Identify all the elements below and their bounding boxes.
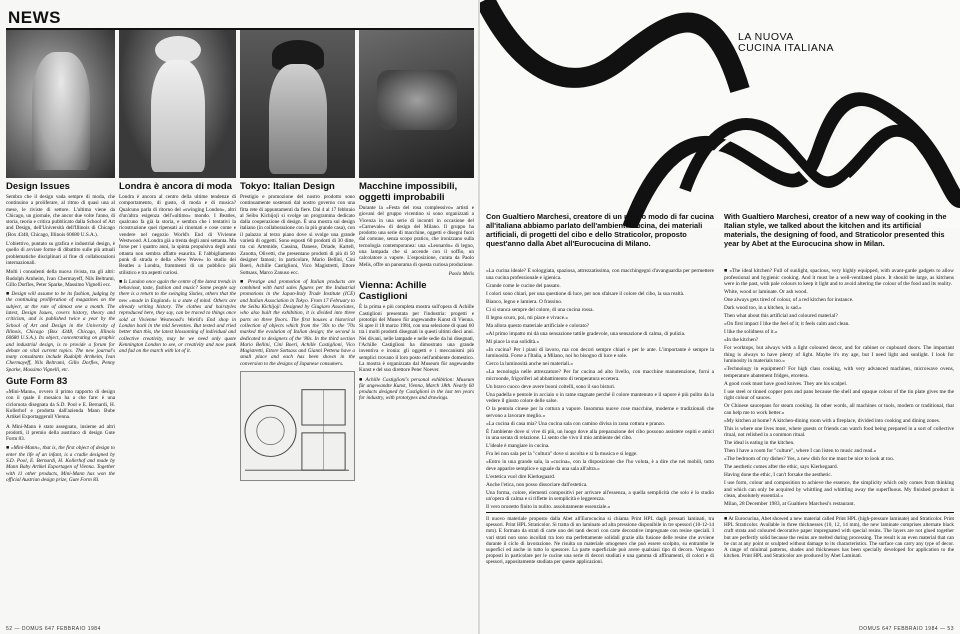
londra-body-it: Londra è ancora al centro della ultime tendenze di comportamento, di gusto, di moda e di musica? Qualcuno parla di ritorno del «swinging London», altri d'un'altra esigenza dell'«ultimo» mondo. I Beatles, qualcuno fa già la storia, e sembra che i tentativi la ricostruzione quei ripensati ai rinomati e cose come e vendere nel negozio World's End di Vivienne Westwood. A Londra già a trenta degli anni settanta. Ma forse per i quattro anni, la spinta propulsiva degli anni ottanta non sembra affatto esaurita. E l'abbigliamento punk di strada e della «New Wave» lo studio dei Beatles a Londra, frammenti di un pubblico più stilistico e tra aspetti curiosi. xyxy=(119,194,236,276)
interview-italian xyxy=(486,268,714,508)
product-note-en-text: ■ At Eurocucina, Abet showed a new material called Print HPL (high-pressure laminate) and Straticolor. Print HPL Straticolor. Available in three thicknesses (10, 12, 14 mm), the new laminate comprises alternate black craft strata and coloured decorative paper impregnated with special resins. The layers are not glued together but are perfectly solid because the resins are melted during processing. The result is an even material that can be cut at any point or sculpted without damage to its characteristics. The surface can carry any type of decor. A range of minimal patterns, shades and thicknesses has been specially developed for application to the kitchen. Print HPL and Straticolor are produced by Abet Laminati. xyxy=(724,516,954,560)
photo-machines xyxy=(359,30,474,178)
interview-en-paragraph: Dark wood too, in a kitchen, is sad.» xyxy=(724,305,802,311)
interview-en-paragraph: «On first impact I like the feel of it; it feels calm and clean. xyxy=(724,321,850,327)
design-issues-body-it-1: Sembra che il design vada sempre di moda, che continuino a proliferare, al ritmo di quasi una al mese, le riviste di settore. L'ultima viene da Chicago, un giornale, che ancor due volte l'anno, di storia, teoria e critica pubblicato dalla School of Art and Design, dell'Università dell'Illinois di Chicago (Box 4348, Chicago, Illinois 60680 U.S.A.). xyxy=(6,194,115,238)
interview-it-paragraph: «La cucina ideale? È sologgiata, spaziosa, attrezzatissima, con macchingegni d'avanguardia per permettere una cucina professionale e igienica. xyxy=(486,268,714,281)
design-issues-body-en: ■ Design will assume to be its fashion, judging by the continuing proliferation of magazines on the subject, at the rate of almost one a month. The latest, Design Issues, covers history, theory and criticism, and is published twice a year by the School of Art and Design in the University of Illinois, Chicago (Box 4348, Chicago, Illinois 60680 U.S.A.). Its object, concentrating on graphic and industrial design, is to provide a forum for debate on vital current topics. The new journal's many consultants include Rudolph Arnheim, Ivan Chermayeff, Nils Beltrami, Gillo Dorfles, Penny Sparke, Massimo Vignelli, etc. xyxy=(6,291,115,373)
news-header xyxy=(6,2,474,30)
interview-en-paragraph: «My kitchen at home? A kitchen-dining room with a fireplace, divided into cooking and dining zones. xyxy=(724,417,941,424)
model-figure-2 xyxy=(269,64,327,174)
zigzag-tube-graphic xyxy=(480,0,960,228)
gute-form-body-it-1: «Mini-Mann», ovvero il primo rapporto di design con il quale il mosaico ha a che fare: è una cicloruota disegnata da S.D. Pool e E. Bernardi, H. Kollerhof e prodotta dall'azienda Mann Bube Artikel Exportaggerull Vienna. xyxy=(6,389,115,421)
interview-it-paragraph: Mi piace la sua solidità.» xyxy=(486,338,540,345)
interview-en-paragraph: I use form, colour and composition to achieve the essence, the simplicity which only comes from thinking and which can only be acquired by whittling and whittling away the superfluous. My finished product is clean, absolutely essential.» xyxy=(724,480,954,499)
product-note-it-text: Il nuovo materiale proposto dalla Abet all'Eurocucina si chiama Print HPL dagli pressati laminati, tra spessori. Print HPL Straticolor. Si tratta di un laminato ad alta pressione disponibile in tre spessori (10-12-14 mm). E formato da strati di carte uno dei tanti decori con carte decorative impregnate con resine speciali. I vari strati non sono incollati tra loro ma perfettamente solidali grazie alla fusione delle resine che avviene durante il ciclo di lavorazione. Ne risulta un materiale omogeneo che può essere scolpito, su entrambe le superfici ed anche in tutto lo spessore. La parte superficiale può avere qualsiasi tipo di decoro. Vengono proposti in particolare per le cucine una serie di decori studiati e una gamma di affinamenti, di colori e di spessori, appositamente studiata per queste applicazioni. xyxy=(486,516,714,566)
interview-it-paragraph: I colori sono chiari, per una questione di luce, per non sfalsare il colore del cibo, la sua realtà. xyxy=(486,290,685,297)
interview-it-paragraph: Ma allora questo materiale artificiale e colorato? xyxy=(486,322,589,329)
interview-it-paragraph: L'estetica vuol dire Kierkegaard. xyxy=(486,473,556,480)
intro-english: With Gualtiero Marchesi, creator of a new way of cooking in the Italian style, we talked about the kitchen and its artificial materials, the designing of food, and Straticolor presented this year by Abet at the Eurocucina show in Milan. xyxy=(724,212,947,248)
interview-en-paragraph: For worktops, but always with a light coloured decor, and for cabinet or cupboard doors. The important thing is always to have plenty of light. Maybe it's my age, but I need light and sunlight. I look for luminosity in materials too.» xyxy=(724,345,954,364)
tokyo-body-en: ■ Prestige and promotion of Italian products are combined with hard sales figures per the Industrial promotions in the Japan-Italy Trade Institute (ICE) and Italian Association in Tokyo. From 17 February to the Seibu Kichijoji: Designed by Giugiaro Associates, who also built the exhibition, it is divided into three parts on three floors. The first houses a historical collection of objects which from the '30s to the '70s marked the evolution of Italian design; the second is dedicated to designers of the '80s. In the third section Mario Bellini, Cini Boeri, Achille Castiglioni, Vico Magistretti, Ettore Sottsass and Gianni Pettena have a small place and each has been shown in the conversion to the designs of Japanese consumers. xyxy=(240,278,355,367)
londra-title: Londra è ancora di moda xyxy=(119,181,232,192)
interview-en-paragraph: «Technology in equipment? For high class cooking, with very advanced machines, microwave ovens, temperature abatement fridges, etcetera. xyxy=(724,366,954,379)
interview-en-paragraph: One always gets tired of colour, of a red kitchen for instance. xyxy=(724,297,854,303)
interview-it-paragraph: Fra lei non sala per la "cultura" dove si ascolta e si fa musica e si legge. xyxy=(486,451,638,457)
interview-it-paragraph: Cerco la luminosità anche nei materiali.» xyxy=(486,361,574,367)
interview-en-paragraph: Or Chinese saucepans for steam cooking. In other words, all machines or tools, modern or traditional, that can help me to work better.» xyxy=(724,403,954,416)
vienna-body-en: ■ Achille Castiglioni's personal exhibition: Museum für angewandte Kunst, Vienna, March 18th. Nearly 60 products designed by Castiglioni in the last ten years for industry, with prototypes and drawings. xyxy=(359,376,474,402)
column-londra xyxy=(119,30,236,624)
model-figure xyxy=(151,60,205,172)
interview-en-paragraph: This is where one lives most, where guests or friends can watch food being prepared in a sort of collective ritual, not relished in a common ritual. xyxy=(724,425,954,438)
ad-title-line-2: CUCINA ITALIANA xyxy=(738,42,834,54)
interview-it-paragraph: Il legno scuro, poi, mi piace e vivace.» xyxy=(486,314,569,321)
right-page xyxy=(480,0,960,634)
interview-it-paragraph: È l'ambiente dove si vive di più, un luogo dove alla preparazione del cibo possono assistere ospiti e amici in una serata di relazione. Lì sento che vivo il mio ambiente del cibo. xyxy=(486,428,714,441)
section-title: NEWS xyxy=(8,8,61,27)
machine-object xyxy=(377,70,457,130)
interview-it-paragraph: Anche l'etica, non posso dissociare dall'estetica. xyxy=(486,481,588,488)
interview-it-paragraph: L'ideale è mangiare in cucina. xyxy=(486,443,550,449)
interview-it-paragraph: Una padella e pentole in acciaio o in rame stagnate perché il colore mantenuto e il sapore è più pulito da la vedere il giusto colore delle salse. xyxy=(486,391,714,404)
interview-en-paragraph: White, wood or laminate. Or ash wood. xyxy=(724,289,808,295)
tokyo-title: Tokyo: Italian Design xyxy=(240,181,335,192)
column-tokyo xyxy=(240,30,355,624)
interview-en-paragraph: I like the solidness of it.» xyxy=(724,329,778,335)
interview-en-paragraph: The ideal is eating in the kitchen. xyxy=(724,440,795,446)
ad-title xyxy=(738,32,834,54)
interview-it-paragraph: «La cucina di casa mia? Una cucina sala con camino divisa in zona cottura e pranzo. xyxy=(486,420,666,427)
interview-en-paragraph: Milan, 28 December 1983, at Gualtiero Marchesi's restaurant. xyxy=(724,501,855,507)
interview-it-paragraph: Grande come le cucine del passato. xyxy=(486,282,561,289)
floor-plan-svg xyxy=(241,372,354,480)
interview-en-paragraph: The aesthetic comes after the ethic, says Kierkegaard. xyxy=(724,464,838,470)
column-design-issues xyxy=(6,30,115,624)
tokyo-body-it: Prestigio e promozione del nostro prodotto sono continuamente sostenuti dal nostro governo con una fitta rete di appuntamenti da fiere. Dal 4 al 17 febbraio al Seibu Kichijoji si svolge un programma dedicato dalla cooperazione di design. È una mostra sul design italiano (in collaborazione con la più grande casa), con il palazzo al terzo piano dove si svolge una grande varietà di oggetti. Sono esposti 60 prodotti di 30 ditte, tra cui Artemide, Cassina, Danese, Driade, Kartell, Zanotta, Olivetti, che presentano prodotti di più di 50 designer famosi; in particolare, Mario Bellini, Cini Boeri, Achille Castiglioni, Vico Magistretti, Ettore Sottsass, Marco Zanuso ecc. xyxy=(240,194,355,276)
interview-it-paragraph: «In cucina? Per i piani di lavoro, ma con decori sempre chiari e per le ante. L'importante è sempre la luminosità. Forse a l'Italia, a Milano, noi ho bisogno di luce e sole. xyxy=(486,346,714,359)
column-macchine xyxy=(359,30,474,624)
interview-it-paragraph: Un bravo cuoco deve avere buoni coltelli, sono il suo bisturi. xyxy=(486,383,616,390)
design-issues-body-it-3: Molti i consulenti della nuova rivista, tra gli altri: Rudolph Arnheim, Ivan Chermayeff, Nils Beltrami, Gillo Dorfles, Peter Sparke, Massimo Vignelli ecc. xyxy=(6,269,115,288)
interview-en-paragraph: Then I have a room for "culture", where I can listen to music and read.» xyxy=(724,448,877,454)
product-note-english xyxy=(724,516,954,622)
macchine-title: Macchine impossibili, oggetti improbabili xyxy=(359,181,458,203)
photo-mannequin xyxy=(6,30,115,178)
gute-form-body-en: ■ «Mini-Mann», that is, the first object of design to enter the life of an infant, is a cradle designed by S.D. Pool, E. Bernardi, H. Kollerhof and made by Mann Baby Artikel Exportagen of Vienna. Together with 11 other products, Mini-Mann has won the official Austrian design prize, Gute Form 83. xyxy=(6,445,115,483)
floor-plan-drawing xyxy=(240,371,355,481)
interview-it-paragraph: Ci si stanca sempre del colore, di una cucina rossa. xyxy=(486,306,594,313)
right-folio: DOMUS 647 FEBBRAIO 1984 — 53 xyxy=(859,626,954,632)
interview-it-paragraph: «Al primo impatto mi dà una sensazione tattile gradevole, una sensazione di calma, di pulizia. xyxy=(486,330,686,337)
interview-it-paragraph: «Entro in una grande sala, la «cucina», con la disposizione che l'ho voluta, è a dire che nei mobili, tutto deve apparire semplice e uguale da una sala all'altra.» xyxy=(486,459,714,472)
interview-en-paragraph: I use steel or tinned copper pots and pans because the shell and opaque colour of the tin plate gives me the right colour of sauces. xyxy=(724,388,954,401)
photo-london-fashion xyxy=(119,30,236,178)
macchine-body-it: Durante la «Festa del rosa complessivo» artisti e giovani del gruppo vicentino si sono organizzati a Vicenza in una serie di incontri in occasione del «Carnevale» di design del Milano. Il gruppo ha prodotto una serie di macchine, oggetti e disegni fuori dal comune, senza scopo pratico, che ironizzano sulla tecnologia contemporanea: una «Leonardo» di legno, una lampada che si accende con il soffio, un calcolatore a vapore. L'esposizione, curata da Paolo Melis, offre un panorama di questa curiosa produzione. xyxy=(359,205,474,268)
interview-it-paragraph: O la pentola cinese per la cottura a vapore. Insomma nuove cose macchine, moderne e tradizionali che servono a lavorare meglio.» xyxy=(486,406,714,419)
ad-title-line-1: LA NUOVA xyxy=(738,31,794,43)
product-note-italian xyxy=(486,516,714,622)
interview-english xyxy=(724,268,954,508)
interview-en-paragraph: «The bedroom of my dishes? Yes, a new dish for me must be nice to look at too. xyxy=(724,456,895,462)
gute-form-title: Gute Form 83 xyxy=(6,376,68,388)
interview-en-paragraph: Having done the ethic, I can't forsake the aesthetic. xyxy=(724,472,833,478)
vienna-title: Vienna: Achille Castiglioni xyxy=(359,280,427,303)
intro-italian: Con Gualtiero Marchesi, creatore di un nuovo modo di far cucina all'italiana abbiamo parlato dell'ambiente cucina, dei materiali artificiali, di progetti del cibo e dello Straticolor, proposto quest'anno dalla Abet all'Eurocucina di Milano. xyxy=(486,212,714,248)
interview-it-paragraph: Bianco, legno e lamiera. O frassino. xyxy=(486,298,563,305)
design-issues-body-it-2: L'obiettivo, puntato su grafica e industrial design, è quello di avviare forme di dibattito sulle più attuali problematiche disciplinari al fine di collaborazioni internazionali. xyxy=(6,241,115,266)
ad-graphic xyxy=(480,0,960,228)
macchine-signature: Paolo Melis xyxy=(448,270,474,277)
interview-en-paragraph: Then what about this artificial and coloured material? xyxy=(724,313,838,319)
interview-en-paragraph: A good cook must have good knives. They are his scalpel. xyxy=(724,380,848,387)
mannequin-figure xyxy=(32,52,90,170)
photo-tokyo-fashion xyxy=(240,30,355,178)
interview-it-paragraph: Il vero progetto finito in pulito, assolutamente essenziale.» xyxy=(486,504,611,508)
interview-it-paragraph: «La tecnologia nelle attrezzature? Per far cucina ad alto livello, con macchine manutenzione, forni a microonde, frigoriferi ad abbattimento di temperatura eccetera. xyxy=(486,369,714,382)
left-folio: 52 — DOMUS 647 FEBBRAIO 1984 xyxy=(6,626,101,632)
design-issues-title: Design Issues xyxy=(6,181,70,192)
interview-it-paragraph: Una forma, colore, elementi compositivi per arrivare all'essenza, a quella semplicità che solo è lo studio un'opera di calma e si riflette in semplicità e leggerezza. xyxy=(486,489,714,502)
gute-form-body-it-2: A Mini-Mann è stato assegnato, insieme ad altri prodotti, il premio della austriaco di design Gute Form 83. xyxy=(6,423,115,443)
interview-en-paragraph: «In the kitchen? xyxy=(724,337,759,343)
londra-body-en: ■ Is London once again the centre of the latest trends in behaviour, taste, fashion and music? Some people say there is a return to the swinging Sixties, others that the new «made in England» is a state of mind. Others are already writing history. The clothes and hairstyles reproduced here, they say, can be traced to things once sold at Vivienne Westwood's World's End shop in London back in the mid Seventies. But tested and tried better than this, the latest blossoming of individual and collective creativity, may be we need only quote Kennington London to see, or creativity and now punk and fad on the march with lot of it. xyxy=(119,278,236,355)
interview-en-paragraph: ■ «The ideal kitchen? Full of sunlight, spacious, very highly equipped, with avant-garde gadgets to allow professional and hygienic cooking. And it must be a well-ventilated place. It should be large, as kitchens were in the past, with pale colours to keep it light and to avoid altering the colour of the food and its reality. xyxy=(724,268,954,287)
vienna-body-it: È la prima e più completa mostra sull'opera di Achille Castiglioni presentata per l'industria: progetti e prototipi del Museo für angewandte Kunst di Vienna. Si apre il 18 marzo 1984, con una selezione di quasi 60 tra i molti prodotti disegnati in questi ultimi dieci anni. Nei divani, nelle lampade e nelle sedie da lui disegnati, l'Achille Castiglioni ha dimostrato una grande inventiva e ironia: gli oggetti e i meccanismi più semplici trovano il loro posto nell'ambiente domestico. La mostra è organizzata dal Museum für angewandte Kunst e del suo direttore Peter Noever. xyxy=(359,304,474,374)
divider-rule xyxy=(486,512,954,513)
